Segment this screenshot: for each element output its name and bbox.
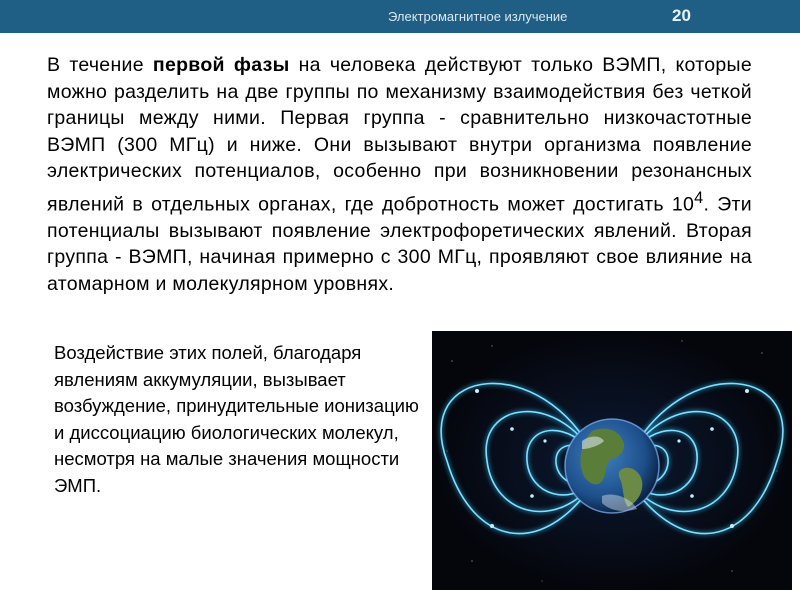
main-text-part-1: В течение — [47, 54, 153, 76]
presentation-title: Электромагнитное излучение — [388, 9, 568, 24]
main-text-part-3: . Эти потенциалы вызывают появление электрофоретических явлений. Вторая группа - ВЭМП, начиная примерно с 300 МГц, проявляют свое влияние на атомарном и молекулярном уровнях. — [47, 193, 752, 295]
earth-magnetic-field-icon — [432, 331, 792, 590]
earth-magnetic-field-image — [432, 331, 792, 590]
main-text-part-2: на человека действуют только ВЭМП, которые можно разделить на две группы по механизму взаимодействия без четкой границы между ними. Первая группа - сравнительно низкочастотные ВЭМП (300 МГц) и ниже. Они вызывают внутри организма появление электрических потенциалов, особенно при возникновении резонансных явлений в отдельных органах, где добротность может достигать 10 — [47, 54, 752, 215]
main-text-superscript: 4 — [694, 188, 704, 207]
main-paragraph — [47, 52, 752, 297]
header-bar — [0, 0, 800, 33]
main-text-bold: первой фазы — [152, 54, 290, 76]
page-number: 20 — [672, 6, 691, 25]
side-paragraph: Воздействие этих полей, благодаря явлениям аккумуляции, вызывает возбуждение, принудительные ионизацию и диссоциацию биологических молекул, несмотря на малые значения мощности ЭМП. — [54, 342, 419, 496]
earth-globe — [565, 419, 659, 513]
